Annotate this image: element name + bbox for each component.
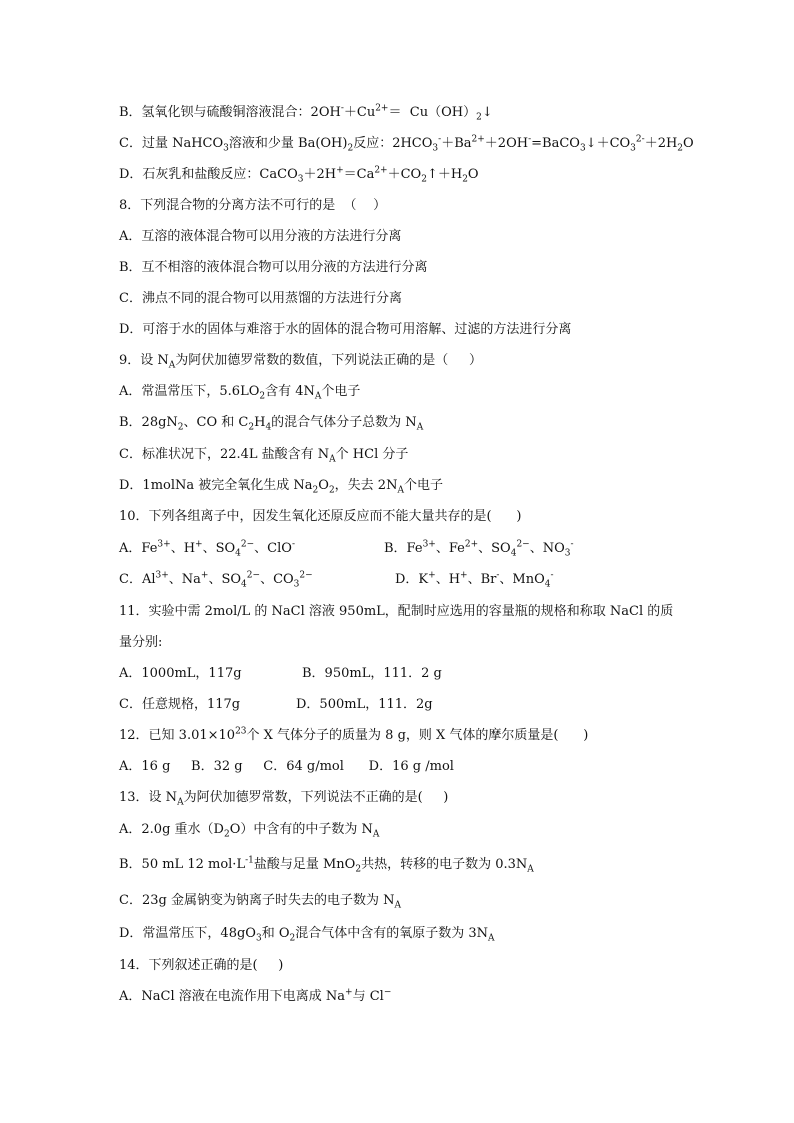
q13-option-d: D．常温常压下，$48gO_3$和 $O_2$混合气体中含有的氧原子数为 $3N_A$ xyxy=(119,926,495,944)
q11-option-a: A．1000mL，117g xyxy=(119,666,242,681)
question-11-cont: 量分别: xyxy=(119,635,163,650)
q10-option-a: A．$Fe^{3+}$、H+、$SO_4^{2-}$、ClO- xyxy=(119,539,295,559)
q11-options-ab xyxy=(119,665,442,683)
q13-option-b: B．50 mL 12 $mol\cdot L^{-1}$盐酸与足量 MnO$_2$共热，转移的电子数为 $0.3N_A$ xyxy=(119,855,534,875)
q8-option-a: A．互溶的液体混合物可以用分液的方法进行分离 xyxy=(119,229,402,244)
q9-option-a: A．常温常压下，$5.6LO_2$含有 $4N_A$个电子 xyxy=(119,384,361,402)
q13-option-a: A．2.0g 重水$(D_2O)$中含有的中子数为 $N_A$ xyxy=(119,822,380,840)
option-b-prev: B．氢氧化钡与硫酸铜溶液混合：$2OH^-+Cu^{2+}=$ $Cu(OH)_2↓$ xyxy=(119,103,493,123)
q8-option-d: D．可溶于水的固体与难溶于水的固体的混合物可用溶解、过滤的方法进行分离 xyxy=(119,322,572,337)
q10-option-d: D．K+、H+、Br-、MnO$_4$- xyxy=(395,570,554,590)
q11-option-b: B．950mL，111．2 g xyxy=(302,666,442,681)
q13-option-c: C．23g 金属钠变为钠离子时失去的电子数为 $N_A$ xyxy=(119,893,401,911)
option-c-prev: C．过量 NaHCO$_3$溶液和少量 $Ba(OH)_2$反应：$2HCO_3^-+Ba^{2+}+2OH^-=BaCO_3↓+CO_3^{2-}+2H_2O$ xyxy=(119,134,694,154)
question-8: 8．下列混合物的分离方法不可行的是 （ ） xyxy=(119,198,387,213)
q11-options-cd xyxy=(119,696,433,714)
q9-option-b: B．$28gN_2$、CO 和 $C_2H_4$的混合气体分子总数为 $N_A$ xyxy=(119,415,424,433)
option-d-prev: D．石灰乳和盐酸反应：$CaCO_3+2H^+=Ca^{2+}+CO_2↑+H_2O$ xyxy=(119,165,479,185)
question-14: 14．下列叙述正确的是( ) xyxy=(119,958,284,973)
q10-options-ab xyxy=(119,539,574,559)
question-9: 9．设 $N_A$为阿伏加德罗常数的数值，下列说法正确的是（ ） xyxy=(119,353,482,371)
q12-options: A．16 g B．32 g C．64 g/mol D．16 g /mol xyxy=(119,759,454,774)
q11-option-c: C．任意规格，117g xyxy=(119,697,241,712)
q10-option-b: B．$Fe^{3+}$、$Fe^{2+}$、$SO_4^{2-}$、$NO_3^-$ xyxy=(384,539,574,559)
q10-option-c: C．$Al^{3+}$、Na+、$SO_4^{2-}$、$CO_3^{2-}$ xyxy=(119,570,313,590)
q9-option-d: D．1molNa 被完全氧化生成 $Na_2O_2$，失去 $2N_A$个电子 xyxy=(119,478,443,496)
question-10: 10．下列各组离子中，因发生氧化还原反应而不能大量共存的是( ) xyxy=(119,509,522,524)
q9-option-c: C．标准状况下，22.4L 盐酸含有 $N_A$个 HCl 分子 xyxy=(119,447,409,465)
q11-option-d: D．500mL，111．2g xyxy=(296,697,433,712)
q8-option-c: C．沸点不同的混合物可以用蒸馏的方法进行分离 xyxy=(119,291,402,306)
question-12: 12．已知 $3.01\times 10^{23}$个 X 气体分子的质量为 8 g，则 X 气体的摩尔质量是( ) xyxy=(119,726,589,743)
q8-option-b: B．互不相溶的液体混合物可以用分液的方法进行分离 xyxy=(119,260,428,275)
q14-option-a: A．NaCl 溶液在电流作用下电离成 Na+与 Cl− xyxy=(119,987,392,1004)
question-13: 13．设 $N_A$为阿伏加德罗常数，下列说法不正确的是( ) xyxy=(119,790,449,808)
q10-options-cd xyxy=(119,570,554,590)
question-11: 11．实验中需 2mol/L 的 NaCl 溶液 950mL，配制时应选用的容量瓶的规格和称取 NaCl 的质 xyxy=(119,604,674,619)
